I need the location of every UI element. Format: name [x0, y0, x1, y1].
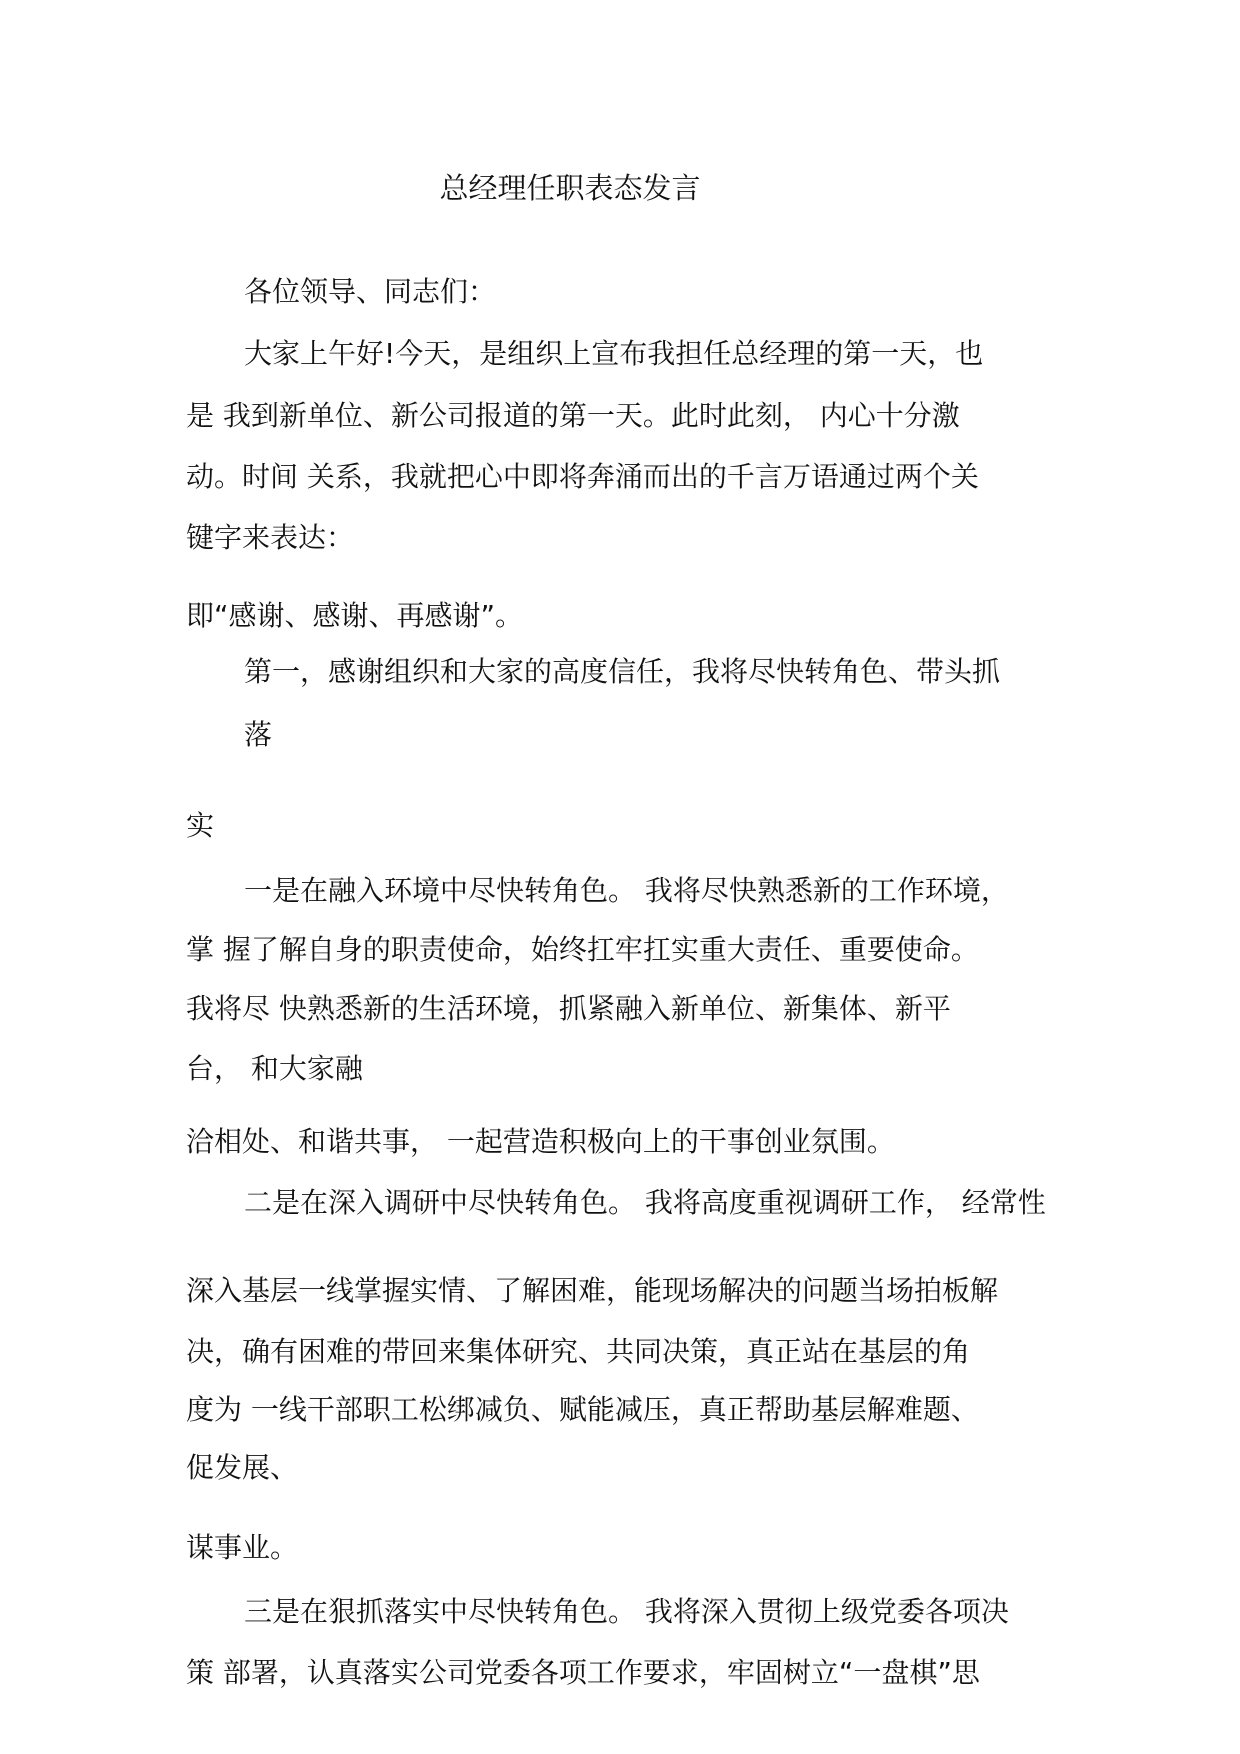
- section-heading-1-cont: 落: [244, 718, 273, 751]
- paragraph-line: 一是在融入环境中尽快转角色。 我将尽快熟悉新的工作环境，: [244, 874, 1009, 907]
- salutation-line: 各位领导、同志们：: [244, 275, 497, 308]
- paragraph-line: 促发展、: [186, 1451, 299, 1484]
- section-heading-1: 第一，感谢组织和大家的高度信任，我将尽快转角色、带头抓: [244, 655, 1001, 688]
- paragraph-line: 三是在狠抓落实中尽快转角色。 我将深入贯彻上级党委各项决: [244, 1595, 1009, 1628]
- paragraph-line: 二是在深入调研中尽快转角色。 我将高度重视调研工作， 经常性: [244, 1186, 1046, 1219]
- paragraph-line: 谋事业。: [186, 1531, 299, 1564]
- paragraph-line: 策 部署，认真落实公司党委各项工作要求，牢固树立“一盘棋”思: [186, 1656, 980, 1689]
- paragraph-line: 动。时间 关系，我就把心中即将奔涌而出的千言万语通过两个关: [186, 460, 979, 493]
- section-heading-1-cont: 实: [186, 809, 215, 842]
- paragraph-line: 深入基层一线掌握实情、了解困难，能现场解决的问题当场拍板解: [186, 1274, 999, 1307]
- paragraph-line: 键字来表达：: [186, 521, 355, 554]
- paragraph-line: 台， 和大家融: [186, 1052, 363, 1085]
- paragraph-line: 度为 一线干部职工松绑减负、赋能减压，真正帮助基层解难题、: [186, 1393, 979, 1426]
- paragraph-line: 掌 握了解自身的职责使命，始终扛牢扛实重大责任、重要使命。: [186, 933, 979, 966]
- paragraph-line: 是 我到新单位、新公司报道的第一天。此时此刻， 内心十分激: [186, 399, 960, 432]
- document-title: 总经理任职表态发言: [439, 171, 701, 205]
- paragraph-line: 洽相处、和谐共事， 一起营造积极向上的干事创业氛围。: [186, 1125, 895, 1158]
- paragraph-line: 大家上午好!今天，是组织上宣布我担任总经理的第一天，也: [244, 337, 984, 370]
- paragraph-line: 即“感谢、感谢、再感谢”。: [186, 599, 524, 632]
- paragraph-line: 我将尽 快熟悉新的生活环境，抓紧融入新单位、新集体、新平: [186, 992, 951, 1025]
- paragraph-line: 决，确有困难的带回来集体研究、共同决策，真正站在基层的角: [186, 1335, 971, 1368]
